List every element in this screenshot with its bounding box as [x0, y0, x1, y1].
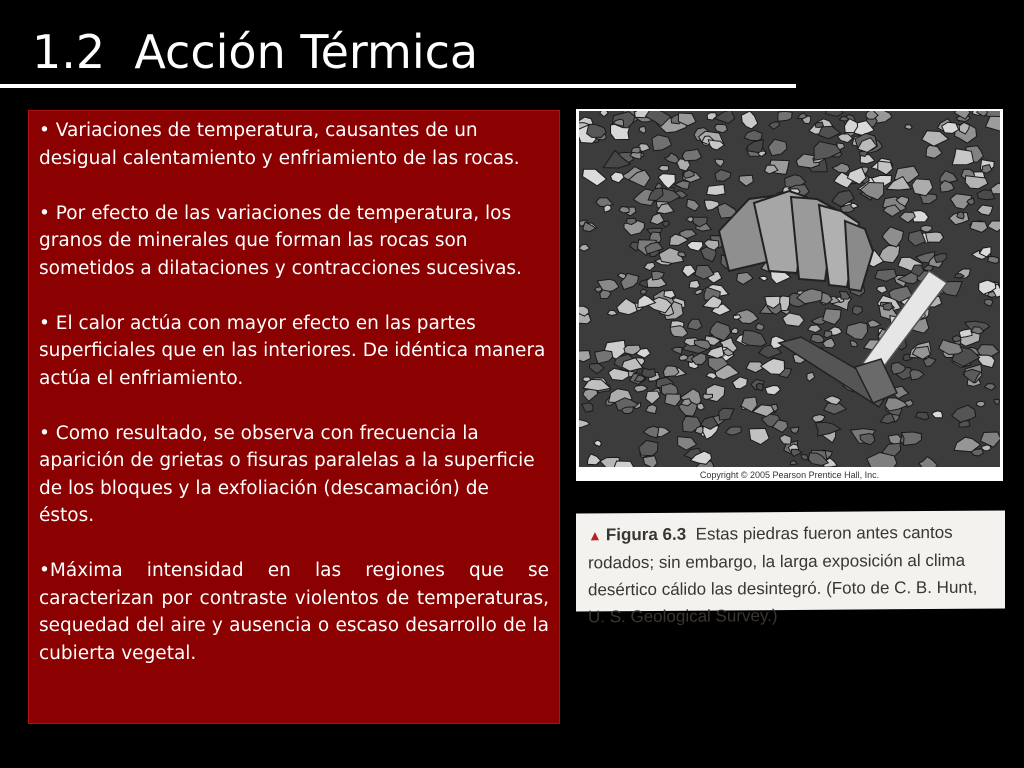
rubble-stone — [622, 407, 634, 414]
bullet-cracks-exfoliation: • Como resultado, se observa con frecuencia la aparición de grietas o fisuras paralelas a la superficie de los bloques y la exfoliación (descamación) de éstos. — [39, 422, 535, 526]
bullet-surface-heating: • El calor actúa con mayor efecto en las partes superficiales que en las interiores. De idéntica manera actúa el enfriamiento. — [39, 312, 546, 389]
rubble-stone — [697, 403, 704, 410]
rock-photo — [576, 109, 1003, 481]
rubble-stone — [957, 212, 964, 219]
caption-label: Figura 6.3 — [605, 524, 687, 545]
copyright-notice: Copyright © 2005 Pearson Prentice Hall, Inc. — [699, 470, 880, 480]
rubble-stone — [689, 280, 700, 288]
rubble-stone — [658, 166, 668, 171]
slide-title: 1.2 Acción Térmica — [32, 25, 479, 79]
rubble-stone — [952, 149, 973, 165]
title-underline — [0, 84, 796, 88]
bullet-dilation-contraction: • Por efecto de las variaciones de temperatura, los granos de minerales que forman las rocas son sometidos a dilataciones y contracciones sucesivas. — [39, 202, 522, 279]
rubble-stone — [883, 303, 892, 311]
caption-text: Estas piedras fueron antes cantos rodados; sin embargo, la larga exposición al clima desértico cálido las desintegró. (Foto de C. B. Hunt, U. S. Geological Survey.) — [588, 522, 978, 627]
rubble-stone — [953, 336, 962, 342]
rubble-stone — [815, 122, 823, 127]
bullet-temperature-variations: • Variaciones de temperatura, causantes de un desigual calentamiento y enfriamiento de las rocas. — [39, 120, 520, 169]
rubble-stone — [642, 368, 656, 378]
bullet-maximum-intensity: •Máxima intensidad en las regiones que se caracterizan por contraste violentos de temperaturas, sequedad del aire y ausencia o escaso desarrollo de la cubierta vegetal. — [39, 560, 549, 664]
rubble-stone — [682, 149, 701, 161]
rubble-stone — [640, 289, 646, 294]
caption-triangle-icon: ▲ — [588, 527, 602, 544]
text-panel — [28, 110, 560, 724]
rock-field-image — [579, 111, 1000, 467]
rubble-stone — [926, 232, 944, 242]
rubble-stone — [678, 252, 686, 257]
figure-caption — [576, 511, 1005, 627]
rubble-stone — [707, 185, 726, 196]
